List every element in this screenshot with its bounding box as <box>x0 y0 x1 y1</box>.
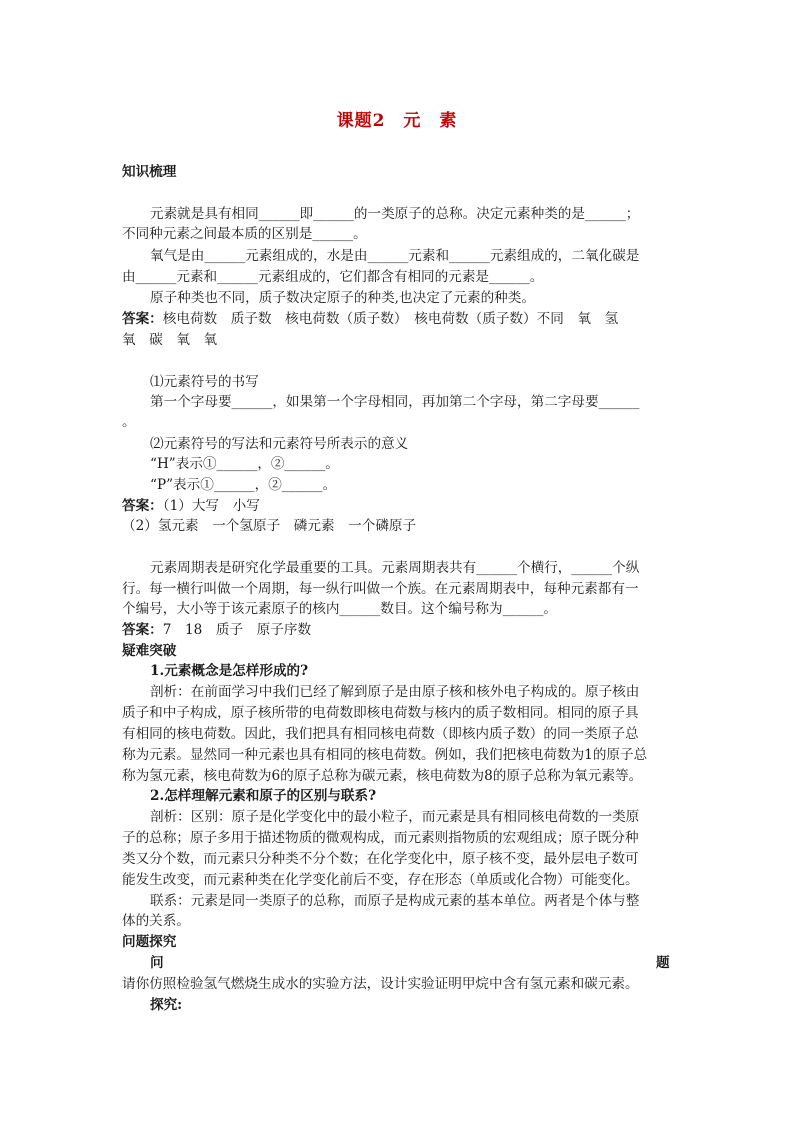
section-heading-difficulties: 疑难突破 <box>122 643 177 659</box>
answer-label: 答案： <box>122 498 163 514</box>
problem-label-left: 问 <box>150 955 164 971</box>
text-line: 称为氢元素，核电荷数为6的原子总称为碳元素，核电荷数为8的原子总称为氧元素等。 <box>122 768 643 784</box>
text-line: 元素就是具有相同______即______的一类原子的总称。决定元素种类的是______； <box>150 206 640 222</box>
text-line: 体的关系。 <box>122 913 190 929</box>
text-line: 剖析：区别：原子是化学变化中的最小粒子，而元素是具有相同核电荷数的一类原 <box>150 809 640 825</box>
answer-text: （1）大写 小写 <box>162 498 260 514</box>
text-line: “P”表示①______，②______。 <box>150 477 337 493</box>
page-title: 课题2 元 素 <box>336 111 458 131</box>
problem-label-right: 题 <box>656 955 670 971</box>
text-line: 元素周期表是研究化学最重要的工具。元素周期表共有______个横行，______个纵 <box>150 560 640 576</box>
answer-line-continued: 氧 碳 氧 氧 <box>122 332 218 348</box>
answer-label: 答案： <box>122 622 163 638</box>
text-line: 请你仿照检验氢气燃烧生成水的实验方法，设计实验证明甲烷中含有氢元素和碳元素。 <box>122 976 639 992</box>
section-heading-exploration: 问题探究 <box>122 934 177 950</box>
text-line: 第一个字母要______，如果第一个字母相同，再加第二个字母，第二字母要______ <box>150 394 640 410</box>
answer-label: 答案： <box>122 311 163 327</box>
exploration-label: 探究: <box>150 997 183 1013</box>
text-line: 能发生改变，而元素种类在化学变化前后不变，存在形态（单质或化合物）可能变化。 <box>122 872 639 888</box>
text-line: 质子和中子构成，原子核所带的电荷数即核电荷数与核内的质子数相同。相同的原子具 <box>122 705 639 721</box>
text-line: 由______元素和______元素组成的，它们都含有相同的元素是______。 <box>122 269 544 285</box>
text-line: ⑵元素符号的写法和元素符号所表示的意义 <box>150 436 409 452</box>
text-line: 联系：元素是同一类原子的总称，而原子是构成元素的基本单位。两者是个体与整 <box>150 893 640 909</box>
text-line: 。 <box>122 414 136 430</box>
answer-line <box>122 496 670 516</box>
text-line: 不同种元素之间最本质的区别是______。 <box>122 226 367 242</box>
text-line: 个编号，大小等于该元素原子的核内______数目。这个编号称为______。 <box>122 601 557 617</box>
answer-line-continued: （2）氢元素 一个氢原子 磷元素 一个磷原子 <box>122 518 417 534</box>
text-line: 子的总称；原子多用于描述物质的微观构成，而元素则指物质的宏观组成；原子既分种 <box>122 830 639 846</box>
text-line: 行。每一横行叫做一个周期，每一纵行叫做一个族。在元素周期表中，每种元素都有一 <box>122 581 639 597</box>
question-heading: 1.元素概念是怎样形成的? <box>150 663 309 679</box>
answer-line <box>122 620 670 640</box>
text-line: 原子种类也不同，质子数决定原子的种类,也决定了元素的种类。 <box>150 290 535 306</box>
text-line: 氧气是由______元素组成的，水是由______元素和______元素组成的，二氧化碳是 <box>150 248 640 264</box>
section-heading-knowledge: 知识梳理 <box>122 164 177 180</box>
text-line: 称为元素。显然同一种元素也具有相同的核电荷数。例如，我们把核电荷数为1的原子总 <box>122 747 648 763</box>
answer-text: 7 18 质子 原子序数 <box>162 622 312 638</box>
text-line: “H”表示①______，②______。 <box>150 456 339 472</box>
text-line: 剖析：在前面学习中我们已经了解到原子是由原子核和核外电子构成的。原子核由 <box>150 684 640 700</box>
question-heading: 2.怎样理解元素和原子的区别与联系? <box>150 788 377 804</box>
text-line: 类又分个数，而元素只分种类不分个数；在化学变化中，原子核不变，最外层电子数可 <box>122 851 639 867</box>
answer-text: 核电荷数 质子数 核电荷数（质子数） 核电荷数（质子数）不同 氧 氢 <box>162 311 619 327</box>
text-line: 有相同的核电荷数。因此，我们把具有相同核电荷数（即核内质子数）的同一类原子总 <box>122 726 639 742</box>
answer-line <box>122 309 670 329</box>
text-line: ⑴元素符号的书写 <box>150 374 259 390</box>
